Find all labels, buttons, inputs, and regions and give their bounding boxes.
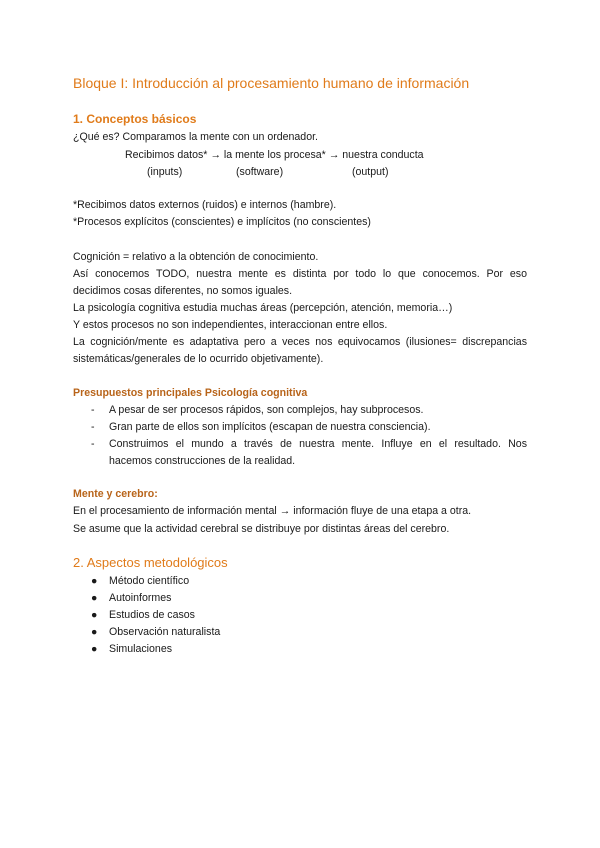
flow-label-software: (software) — [236, 166, 284, 178]
dash-bullet: - — [91, 438, 95, 450]
question-line: ¿Qué es? Comparamos la mente con un ordenador. — [73, 131, 318, 143]
paragraph-line: Y estos procesos no son independientes, interaccionan entre ellos. — [73, 319, 388, 331]
list-item: Simulaciones — [109, 643, 173, 655]
bullet-icon: ● — [91, 609, 98, 621]
paragraph-line: La psicología cognitiva estudia muchas áreas (percepción, atención, memoria…) — [73, 302, 453, 314]
paragraph-line: Cognición = relativo a la obtención de conocimiento. — [73, 251, 319, 263]
bullet-icon: ● — [91, 626, 98, 638]
list-item: A pesar de ser procesos rápidos, son complejos, hay subprocesos. — [109, 404, 424, 416]
bullet-icon: ● — [91, 592, 98, 604]
paragraph-line: Así conocemos TODO, nuestra mente es distinta por todo lo que conocemos. Por eso — [73, 268, 527, 280]
flow-label-output: (output) — [352, 166, 389, 178]
list-item: Observación naturalista — [109, 626, 221, 638]
dash-bullet: - — [91, 404, 95, 416]
paragraph-line: La cognición/mente es adaptativa pero a veces nos equivocamos (ilusiones= discrepancias — [73, 336, 527, 348]
dash-bullet: - — [91, 421, 95, 433]
list-item: Autoinformes — [109, 592, 172, 604]
note-line: *Procesos explícitos (conscientes) e implícitos (no conscientes) — [73, 216, 371, 228]
list-item: Método científico — [109, 575, 190, 587]
list-item: Construimos el mundo a través de nuestra mente. Influye en el resultado. Nos — [109, 438, 527, 450]
mente-line: En el procesamiento de información mental → información fluye de una etapa a otra. — [73, 505, 472, 517]
paragraph-line: decidimos cosas diferentes, no somos iguales. — [73, 285, 293, 297]
section-1-heading: 1. Conceptos básicos — [73, 112, 197, 126]
section-2-heading: 2. Aspectos metodológicos — [73, 555, 228, 570]
presupuestos-heading: Presupuestos principales Psicología cognitiva — [73, 387, 308, 399]
mente-heading: Mente y cerebro: — [73, 488, 158, 500]
bullet-icon: ● — [91, 575, 98, 587]
flow-label-inputs: (inputs) — [147, 166, 183, 178]
document-title: Bloque I: Introducción al procesamiento humano de información — [73, 75, 470, 91]
flow-line: Recibimos datos* → la mente los procesa* → nuestra conducta — [125, 149, 424, 161]
paragraph-line: sistemáticas/generales de lo ocurrido objetivamente). — [73, 353, 324, 365]
list-item-continuation: hacemos construcciones de la realidad. — [109, 455, 296, 467]
list-item: Gran parte de ellos son implícitos (escapan de nuestra consciencia). — [109, 421, 431, 433]
mente-line: Se asume que la actividad cerebral se distribuye por distintas áreas del cerebro. — [73, 523, 450, 535]
bullet-icon: ● — [91, 643, 98, 655]
note-line: *Recibimos datos externos (ruidos) e internos (hambre). — [73, 199, 337, 211]
list-item: Estudios de casos — [109, 609, 195, 621]
